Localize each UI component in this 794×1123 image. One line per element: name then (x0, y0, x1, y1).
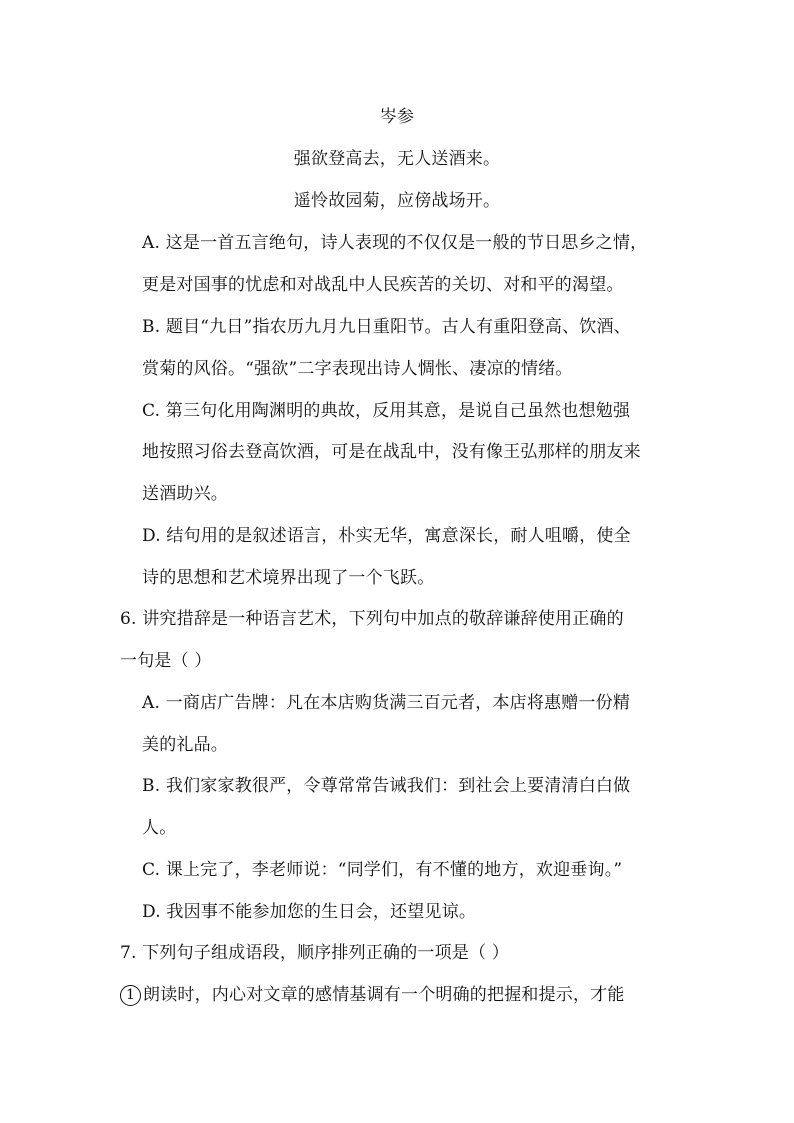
q7-item-1-text: 朗读时，内心对文章的感情基调有一个明确的把握和提示，才能 (143, 985, 625, 1005)
q6-stem-line-1: 6. 讲究措辞是一种语言艺术，下列句中加点的敬辞谦辞使用正确的 (120, 609, 624, 629)
q6-option-c-line-1: C. 课上完了，李老师说：“同学们，有不懂的地方，欢迎垂询。” (142, 860, 623, 880)
q6-option-d-line-1: D. 我因事不能参加您的生日会，还望见谅。 (142, 902, 477, 922)
q6-option-a-line-1: A. 一商店广告牌：凡在本店购货满三百元者，本店将惠赠一份精 (142, 693, 631, 713)
q6-stem-line-2: 一句是（ ） (120, 651, 212, 671)
q6-option-b-line-1: B. 我们家家教很严，令尊常常告诫我们：到社会上要清清白白做 (142, 776, 631, 796)
q6-option-a-line-2: 美的礼品。 (142, 735, 228, 755)
poem-line-1: 强欲登高去，无人送酒来。 (293, 149, 501, 169)
q5-option-d-line-1: D. 结句用的是叙述语言，朴实无华，寓意深长，耐人咀嚼，使全 (142, 526, 631, 546)
q7-item-1 (120, 984, 625, 1006)
q5-option-c-line-2: 地按照习俗去登高饮酒，可是在战乱中，没有像王弘那样的朋友来 (142, 442, 641, 462)
poem-line-2: 遥怜故园菊，应傍战场开。 (293, 191, 501, 211)
q5-option-c-line-3: 送酒助兴。 (142, 484, 228, 504)
q5-option-a-line-2: 更是对国事的忧虑和对战乱中人民疾苦的关切、对和平的渴望。 (142, 275, 624, 295)
circled-number-1: 1 (120, 985, 141, 1006)
q6-option-b-line-2: 人。 (142, 818, 177, 838)
q7-stem: 7. 下列句子组成语段，顺序排列正确的一项是（ ） (120, 943, 510, 963)
poem-author: 岑参 (379, 107, 415, 127)
q5-option-c-line-1: C. 第三句化用陶渊明的典故，反用其意，是说自己虽然也想勉强 (142, 401, 631, 421)
q5-option-a-line-1: A. 这是一首五言绝句，诗人表现的不仅仅是一般的节日思乡之情， (142, 233, 648, 253)
q5-option-b-line-2: 赏菊的风俗。“强欲”二字表现出诗人惆怅、凄凉的情绪。 (142, 359, 573, 379)
q5-option-b-line-1: B. 题目“九日”指农历九月九日重阳节。古人有重阳登高、饮酒、 (142, 317, 631, 337)
q5-option-d-line-2: 诗的思想和艺术境界出现了一个飞跃。 (142, 568, 435, 588)
